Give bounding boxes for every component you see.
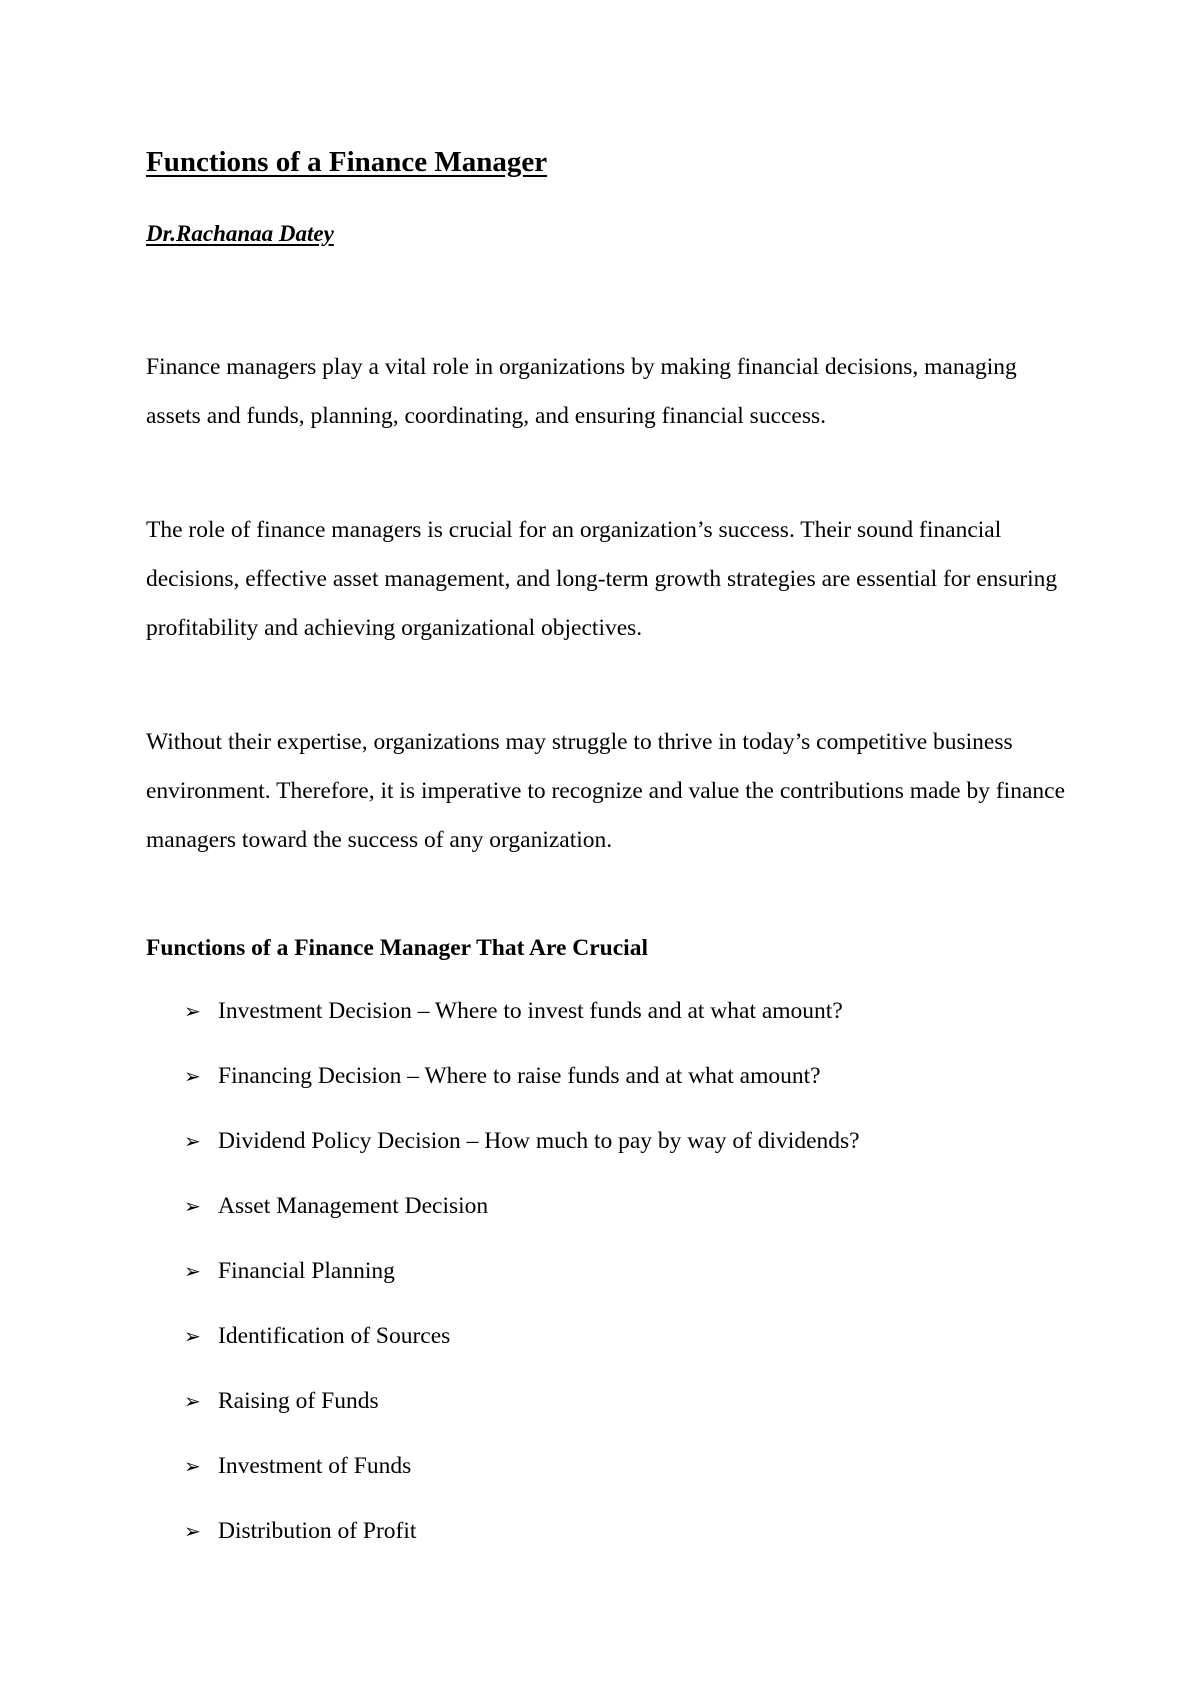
list-item (184, 1060, 860, 1125)
arrowhead-bullet-icon: ➢ (184, 1129, 201, 1153)
list-item-text: Dividend Policy Decision – How much to pay by way of dividends? (218, 1128, 860, 1154)
list-item (184, 1385, 860, 1450)
list-item-text: Financing Decision – Where to raise funds and at what amount? (218, 1063, 821, 1089)
list-item (184, 1450, 860, 1515)
arrowhead-bullet-icon: ➢ (184, 1064, 201, 1088)
list-item-text: Raising of Funds (218, 1388, 379, 1414)
list-item (184, 995, 860, 1060)
list-item-text: Investment of Funds (218, 1453, 412, 1479)
arrowhead-bullet-icon: ➢ (184, 1194, 201, 1218)
list-item (184, 1125, 860, 1190)
list-item-text: Investment Decision – Where to invest funds and at what amount? (218, 998, 843, 1024)
list-item-text: Distribution of Profit (218, 1518, 417, 1544)
list-item (184, 1320, 860, 1385)
functions-list (184, 995, 860, 1580)
expertise-paragraph: Without their expertise, organizations may struggle to thrive in today’s competitive business environment. Therefore, it is imperative to recognize and value the contributions made by finance managers toward the success of any organization. (146, 729, 1066, 853)
arrowhead-bullet-icon: ➢ (184, 1324, 201, 1348)
list-item (184, 1255, 860, 1320)
arrowhead-bullet-icon: ➢ (184, 1259, 201, 1283)
list-item (184, 1515, 860, 1580)
arrowhead-bullet-icon: ➢ (184, 1389, 201, 1413)
arrowhead-bullet-icon: ➢ (184, 999, 201, 1023)
functions-heading: Functions of a Finance Manager That Are Crucial (146, 935, 648, 961)
list-item-text: Asset Management Decision (218, 1193, 489, 1219)
list-item-text: Financial Planning (218, 1258, 395, 1284)
arrowhead-bullet-icon: ➢ (184, 1454, 201, 1478)
arrowhead-bullet-icon: ➢ (184, 1519, 201, 1543)
author-name: Dr.Rachanaa Datey (146, 221, 334, 246)
list-item (184, 1190, 860, 1255)
intro-paragraph: Finance managers play a vital role in organizations by making financial decisions, managing assets and funds, planning, coordinating, and ensuring financial success. (146, 354, 1017, 429)
role-paragraph: The role of finance managers is crucial for an organization’s success. Their sound financial decisions, effective asset management, and long-term growth strategies are essential for ensuring profitability and achieving organizational objectives. (146, 517, 1058, 641)
document-title: Functions of a Finance Manager (146, 146, 548, 178)
list-item-text: Identification of Sources (218, 1323, 451, 1349)
